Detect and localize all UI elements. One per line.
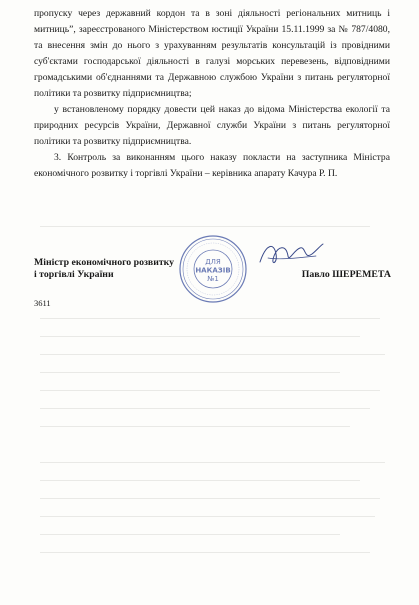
stamp-center-line-3: №1 xyxy=(207,275,219,283)
signatory-title-line-1: Міністр економічного розвитку xyxy=(34,257,175,268)
paragraph-continuation: пропуску через державний кордон та в зоні діяльності регіональних митниць і митниць”, зареєстрованого Міністерством юстиції України 15.11.1999 за № 787/4080, та внесення змін до нього з урахуванням результатів консультацій із провідними суб'єктами господарської діяльності в галузі морських перевезень, відповідними громадськими об'єднаннями та Державною службою України з питань регуляторної політики та розвитку підприємництва; xyxy=(34,8,390,99)
bleed-through-line xyxy=(40,534,340,535)
bleed-through-line xyxy=(40,226,370,227)
handwritten-signature xyxy=(256,236,326,270)
signatory-title xyxy=(34,257,174,281)
bleed-through-line xyxy=(40,462,385,463)
signatory-title-line-2: і торгівлі України xyxy=(34,269,114,280)
bleed-through-line xyxy=(40,480,360,481)
bleed-through-line xyxy=(40,336,360,337)
body-text xyxy=(34,6,390,182)
bleed-through-line xyxy=(40,498,380,499)
bleed-through-line xyxy=(40,372,340,373)
paragraph-notify: у встановленому порядку довести цей наказ до відома Міністерства екології та природних ресурсів України, Державної служби України з питань регуляторної політики та розвитку підприємництва. xyxy=(34,104,390,147)
stamp-center-line-2: НАКАЗІВ xyxy=(195,266,231,275)
bleed-through-line xyxy=(40,318,380,319)
official-stamp xyxy=(178,234,248,304)
registration-number: 3611 xyxy=(34,298,51,308)
bleed-through-line xyxy=(40,354,385,355)
signatory-name: Павло ШЕРЕМЕТА xyxy=(301,269,391,280)
bleed-through-line xyxy=(40,516,375,517)
bleed-through-line xyxy=(40,552,370,553)
bleed-through-line xyxy=(40,390,380,391)
paragraph-control: 3. Контроль за виконанням цього наказу покласти на заступника Міністра економічного розвитку і торгівлі України – керівника апарату Качура Р. П. xyxy=(34,152,390,179)
bleed-through-line xyxy=(40,408,370,409)
bleed-through-line xyxy=(40,426,350,427)
stamp-center-line-1: ДЛЯ xyxy=(205,258,221,266)
